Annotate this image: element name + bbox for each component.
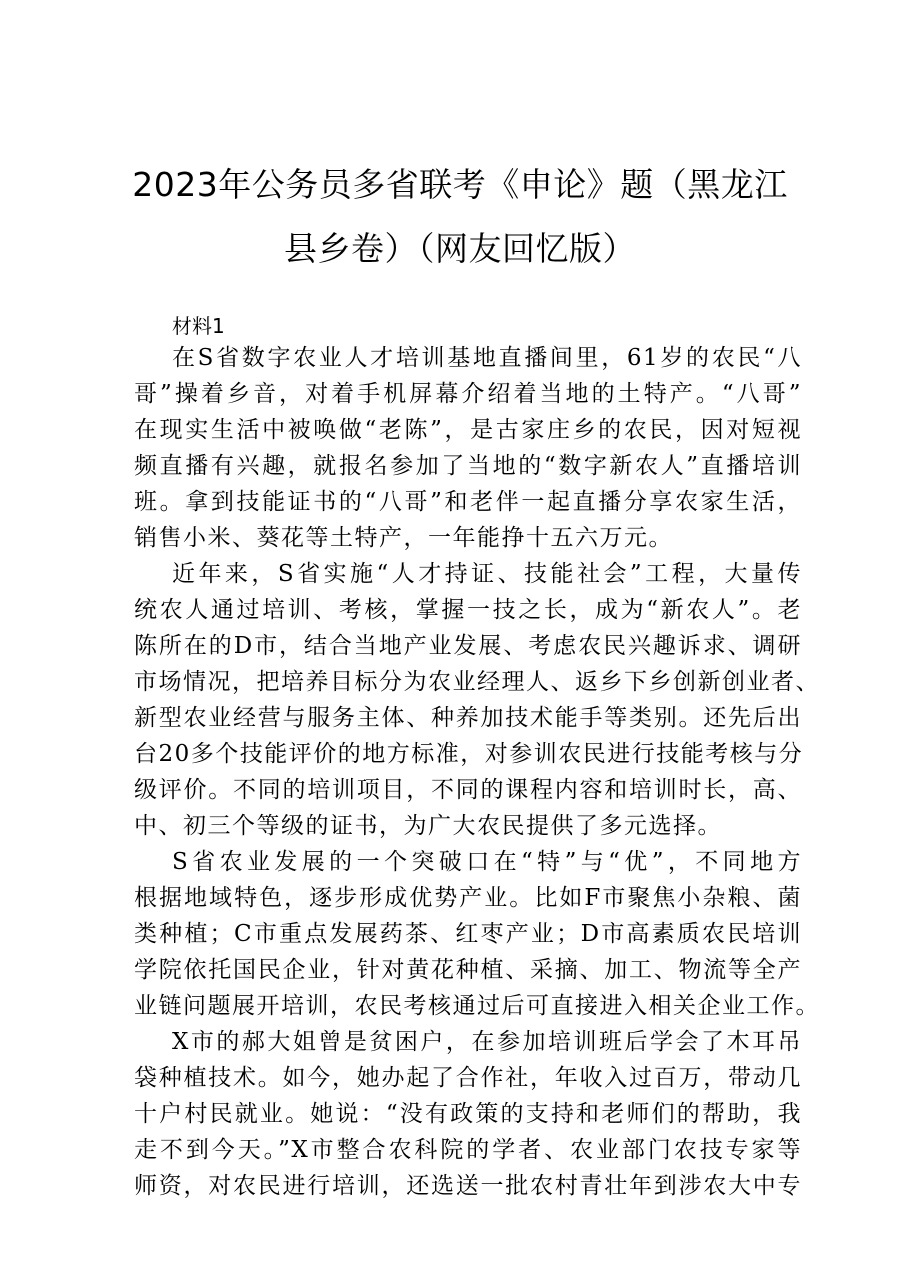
document-body	[134, 340, 820, 1204]
paragraph-1-line-1: 在S省数字农业人才培训基地直播间里，61岁的农民“八	[172, 345, 802, 371]
paragraph-2-line-3: 陈所在的D市，结合当地产业发展、考虑农民兴趣诉求、调研	[134, 633, 802, 659]
paragraph-4-line-1: X市的郝大姐曾是贫困户，在参加培训班后学会了木耳吊	[172, 1029, 802, 1055]
paragraph-2-line-8: 中、初三个等级的证书，为广大农民提供了多元选择。	[134, 813, 722, 839]
paragraph-4-line-2: 袋种植技术。如今，她办起了合作社，年收入过百万，带动几	[134, 1065, 802, 1091]
paragraph-1-line-5: 班。拿到技能证书的“八哥”和老伴一起直播分享农家生活，	[134, 489, 802, 515]
paragraph-3-line-1: S省农业发展的一个突破口在“特”与“优”，不同地方	[172, 849, 802, 875]
paragraph-2-line-1: 近年来，S省实施“人才持证、技能社会”工程，大量传	[172, 561, 802, 587]
paragraph-4-line-3: 十户村民就业。她说：“没有政策的支持和老师们的帮助，我	[134, 1101, 802, 1127]
paragraph-1-line-4: 频直播有兴趣，就报名参加了当地的“数字新农人”直播培训	[134, 453, 802, 479]
paragraph-1-line-3: 在现实生活中被唤做“老陈”，是古家庄乡的农民，因对短视	[134, 417, 802, 443]
paragraph-2-line-4: 市场情况，把培养目标分为农业经理人、返乡下乡创新创业者、	[134, 669, 820, 695]
paragraph-2-line-7: 级评价。不同的培训项目，不同的课程内容和培训时长，高、	[134, 777, 802, 803]
paragraph-3-line-5: 业链问题展开培训，农民考核通过后可直接进入相关企业工作。	[134, 993, 820, 1019]
paragraph-4-line-4: 走不到今天。”X市整合农科院的学者、农业部门农技专家等	[134, 1137, 802, 1163]
paragraph-3-line-3: 类种植；C市重点发展药茶、红枣产业；D市高素质农民培训	[134, 921, 802, 947]
paragraph-1-line-6: 销售小米、葵花等土特产，一年能挣十五六万元。	[134, 525, 673, 551]
material-label: 材料1	[172, 314, 225, 338]
paragraph-2-line-2: 统农人通过培训、考核，掌握一技之长，成为“新农人”。老	[134, 597, 802, 623]
paragraph-3-line-2: 根据地域特色，逐步形成优势产业。比如F市聚焦小杂粮、菌	[134, 885, 802, 911]
paragraph-2-line-6: 台20多个技能评价的地方标准，对参训农民进行技能考核与分	[134, 741, 804, 767]
paragraph-3-line-4: 学院依托国民企业，针对黄花种植、采摘、加工、物流等全产	[134, 957, 802, 983]
paragraph-2-line-5: 新型农业经营与服务主体、种养加技术能手等类别。还先后出	[134, 705, 802, 731]
document-title-line-2: 县乡卷）（网友回忆版）	[284, 229, 636, 268]
document-title-line-1: 2023年公务员多省联考《申论》题（黑龙江	[132, 165, 788, 204]
paragraph-4-line-5: 师资，对农民进行培训，还选送一批农村青壮年到涉农大中专	[134, 1173, 802, 1199]
paragraph-1-line-2: 哥”操着乡音，对着手机屏幕介绍着当地的土特产。“八哥”	[134, 381, 802, 407]
